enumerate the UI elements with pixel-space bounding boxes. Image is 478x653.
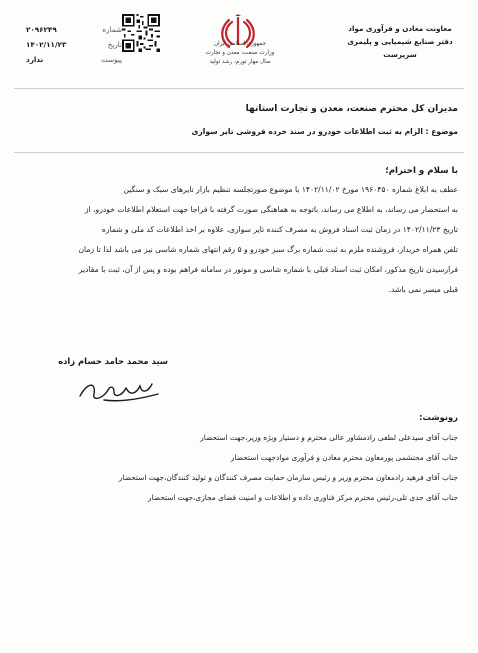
caption-line-2: وزارت صنعت، معدن و تجارت xyxy=(205,50,275,56)
caption-line-1: جمهوری اسلامی ایران xyxy=(214,41,266,47)
qr-code xyxy=(122,14,160,52)
body-line-4: تلفن همراه خریدار، فروشنده ملزم به ثبت شماره برگ سبز خودرو و ۵ رقم انتهای شماره شاسی نیز می باشد لذا تا زمان xyxy=(78,245,458,254)
meta-date xyxy=(26,37,122,52)
header-divider xyxy=(14,88,464,89)
cc-line-4: جناب آقای جدی تلی،رئیس محترم مرکز فناوری داده و اطلاعات و امنیت فضای مجازی،جهت استحضار xyxy=(147,493,458,502)
letter-meta xyxy=(26,22,122,67)
subject: موضوع : الزام به ثبت اطلاعات خودرو در سند خرده فروشی تایر سواری xyxy=(191,127,458,136)
meta-attachment-value: ندارد xyxy=(26,55,44,64)
org-header xyxy=(340,22,460,61)
recipient: مدیران کل محترم صنعت، معدن و تجارت استانها xyxy=(245,104,458,114)
org-line-2: دفتر صنایع شیمیایی و پلیمری xyxy=(347,37,453,46)
cc-line-1: جناب آقای سیدعلی لطفی رادمشاور عالی محترم و دستیار ویژه وزیر،جهت استحضار xyxy=(200,433,458,442)
cc-line-2: جناب آقای محتشمی پورمعاون محترم معادن و فرآوری موادجهت استحضار xyxy=(230,453,458,462)
cc-title: رونوشت: xyxy=(419,412,458,422)
meta-number-value: ۲۰۹۶۲۴۹ xyxy=(26,25,57,34)
cc-line-3: جناب آقای فرهید رادمعاون محترم وزیر و رئیس سازمان حمایت مصرف کنندگان و تولید کنندگان،جهت استحضار xyxy=(118,473,458,482)
org-line-3: سرپرست xyxy=(383,50,417,59)
meta-number xyxy=(26,22,122,37)
body-line-6: قبلی میسر نمی باشد. xyxy=(388,285,458,294)
emblem-caption xyxy=(175,40,305,67)
meta-attachment-label: پیوست xyxy=(101,55,122,64)
body-line-1: عطف به ابلاغ شماره ۱۹۶۰۴۵۰ مورخ ۱۴۰۲/۱۱/۰۲ با موضوع صورتجلسه تنظیم بازار تایرهای سبک و سنگین xyxy=(123,185,458,194)
body-line-2: به استحضار می رساند، به اطلاع می رساند، باتوجه به هماهنگی صورت گرفته با فراجا جهت استعلام اطلاعات خودرو، از xyxy=(84,205,458,214)
meta-number-label: شماره xyxy=(102,25,122,34)
meta-attachment xyxy=(26,52,122,67)
body-line-5: فرارسیدن تاریخ مذکور، امکان ثبت اسناد قبلی با شماره شاسی و موتور در سامانه فراهم بوده و پس از آن، ثبت با مقادیر xyxy=(78,265,458,274)
org-line-1: معاونت معادن و فرآوری مواد xyxy=(348,24,452,33)
subject-divider xyxy=(14,152,464,153)
signatory-name: سید محمد حامد حسام زاده xyxy=(58,356,168,366)
handwritten-signature xyxy=(74,372,164,408)
salutation: با سلام و احترام؛ xyxy=(385,166,458,176)
meta-date-value: ۱۴۰۲/۱۱/۲۳ xyxy=(26,40,67,49)
caption-line-3: سال مهار تورم، رشد تولید xyxy=(209,59,271,65)
meta-date-label: تاریخ xyxy=(107,40,122,49)
body-line-3: تاریخ ۱۴۰۲/۱۱/۲۳ در زمان ثبت اسناد فروش به مصرف کننده تایر سواری، علاوه بر اخذ اطلاعات کد ملی و شماره xyxy=(101,225,458,234)
